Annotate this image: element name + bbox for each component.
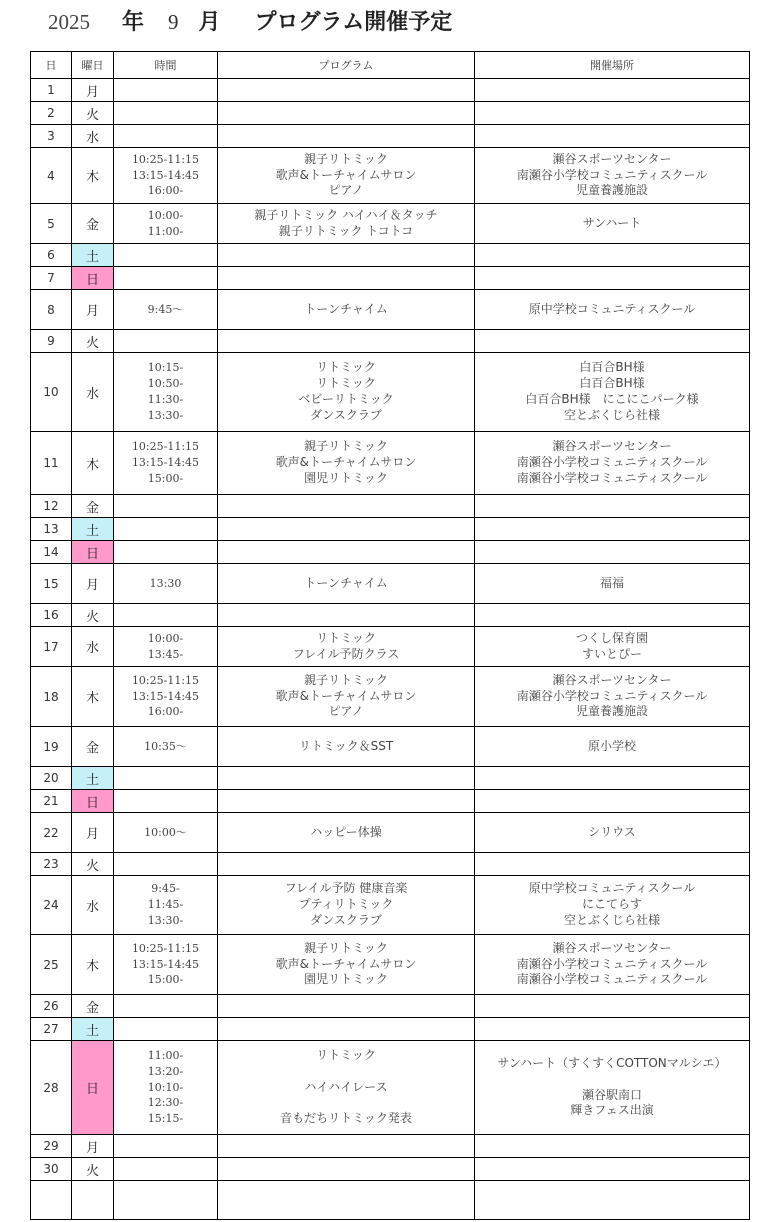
venue-line: 白百合BH様: [579, 360, 645, 375]
weekday-cell: 水: [72, 125, 114, 148]
time-cell: [114, 767, 218, 790]
time-cell: [114, 353, 218, 432]
title-month: 9: [168, 10, 179, 34]
table-row: [31, 102, 750, 125]
weekday-cell: 水: [72, 627, 114, 667]
time-cell: [114, 330, 218, 353]
header-program: プログラム: [218, 52, 475, 79]
program-line: 親子リトミック トコトコ: [278, 223, 414, 238]
program-cell: [218, 102, 475, 125]
venue-cell: [475, 727, 750, 767]
program-line: 親子リトミック: [304, 672, 388, 687]
program-line: ベビーリトミック: [298, 392, 394, 406]
program-line: 歌声&トーチャイムサロン: [275, 455, 417, 470]
time-line: 10:50-: [147, 377, 184, 391]
venue-line: 南瀬谷小学校コミュニティスクール: [516, 470, 708, 485]
day-cell: 16: [31, 604, 72, 627]
venue-cell: [475, 564, 750, 604]
time-cell: [114, 518, 218, 541]
weekday-cell: 火: [72, 330, 114, 353]
table-row: [31, 767, 750, 790]
venue-cell: [475, 935, 750, 995]
weekday-cell: 水: [72, 353, 114, 432]
day-cell: 24: [31, 876, 72, 935]
time-cell: [114, 1135, 218, 1158]
program-cell: [218, 604, 475, 627]
weekday-cell: 月: [72, 79, 114, 102]
venue-line: 輝きフェス出演: [570, 1103, 654, 1118]
venue-cell: [475, 267, 750, 290]
table-row: [31, 330, 750, 353]
program-line: ピアノ: [328, 704, 364, 719]
table-row: [31, 1041, 750, 1135]
table-row: [31, 125, 750, 148]
day-cell: 8: [31, 290, 72, 330]
time-line: 10:00～: [144, 825, 187, 839]
table-row: [31, 627, 750, 667]
program-cell: [218, 432, 475, 495]
venue-cell: [475, 102, 750, 125]
venue-cell: [475, 1158, 750, 1181]
time-line: 9:45-: [151, 882, 180, 896]
time-line: 16:00-: [147, 184, 184, 198]
day-cell: 13: [31, 518, 72, 541]
time-line: 15:15-: [147, 1112, 184, 1126]
table-row: [31, 790, 750, 813]
program-cell: [218, 667, 475, 727]
program-line: ダンスクラブ: [310, 912, 382, 927]
table-row: [31, 853, 750, 876]
day-cell: 18: [31, 667, 72, 727]
time-cell: [114, 604, 218, 627]
document-title: [48, 4, 452, 40]
day-cell: [31, 1181, 72, 1220]
program-cell: [218, 876, 475, 935]
weekday-cell: 土: [72, 767, 114, 790]
program-line: ダンスクラブ: [310, 407, 382, 422]
program-cell: [218, 125, 475, 148]
weekday-cell: 土: [72, 244, 114, 267]
day-cell: 27: [31, 1018, 72, 1041]
schedule-table: [30, 51, 750, 1220]
table-row: [31, 267, 750, 290]
program-line: リトミック＆SST: [298, 738, 394, 753]
program-cell: [218, 853, 475, 876]
program-line: ピアノ: [328, 183, 364, 198]
time-cell: [114, 790, 218, 813]
program-line: トーンチャイム: [304, 301, 388, 316]
day-cell: 10: [31, 353, 72, 432]
venue-cell: [475, 518, 750, 541]
time-line: 10:00-: [147, 208, 184, 222]
venue-line: 白百合BH様 にこにこパーク様: [525, 392, 699, 406]
time-cell: [114, 541, 218, 564]
weekday-cell: 月: [72, 813, 114, 853]
time-line: 13:20-: [147, 1064, 184, 1078]
venue-line: 空とぶくじら社様: [563, 912, 660, 927]
program-line: [218, 1064, 474, 1080]
program-cell: [218, 790, 475, 813]
weekday-cell: 土: [72, 518, 114, 541]
venue-line: シリウス: [588, 824, 636, 839]
header-day: 日: [31, 52, 72, 79]
time-cell: [114, 935, 218, 995]
time-cell: [114, 1181, 218, 1220]
time-cell: [114, 148, 218, 204]
weekday-cell: 木: [72, 148, 114, 204]
program-cell: [218, 727, 475, 767]
program-line: [218, 1095, 474, 1111]
time-cell: [114, 1158, 218, 1181]
weekday-cell: 土: [72, 1018, 114, 1041]
time-line: 13:30-: [147, 408, 184, 422]
time-line: 15:00-: [147, 471, 184, 485]
program-cell: [218, 244, 475, 267]
venue-line: 瀬谷駅南口: [581, 1087, 642, 1102]
program-cell: [218, 1018, 475, 1041]
time-cell: [114, 244, 218, 267]
day-cell: 14: [31, 541, 72, 564]
venue-line: 南瀬谷小学校コミュニティスクール: [516, 688, 708, 703]
table-row: [31, 518, 750, 541]
program-cell: [218, 627, 475, 667]
venue-cell: [475, 148, 750, 204]
title-year-kanji: 年: [122, 10, 145, 35]
time-cell: [114, 853, 218, 876]
weekday-cell: 月: [72, 290, 114, 330]
time-cell: [114, 627, 218, 667]
time-line: 10:00-: [147, 631, 184, 645]
day-cell: 29: [31, 1135, 72, 1158]
day-cell: 17: [31, 627, 72, 667]
program-line: 音もだちリトミック発表: [280, 1111, 412, 1126]
time-line: 10:25-11:15: [131, 152, 200, 166]
table-row: [31, 204, 750, 244]
venue-cell: [475, 604, 750, 627]
weekday-cell: 金: [72, 495, 114, 518]
header-time: 時間: [114, 52, 218, 79]
program-line: トーンチャイム: [304, 575, 388, 590]
table-row: [31, 813, 750, 853]
time-line: 13:15-14:45: [131, 957, 200, 971]
venue-line: [475, 1072, 749, 1088]
weekday-cell: 水: [72, 876, 114, 935]
table-row: [31, 667, 750, 727]
venue-line: つくし保育園: [575, 630, 648, 645]
weekday-cell: 木: [72, 935, 114, 995]
program-cell: [218, 79, 475, 102]
time-cell: [114, 102, 218, 125]
program-cell: [218, 267, 475, 290]
day-cell: 12: [31, 495, 72, 518]
program-cell: [218, 1158, 475, 1181]
time-line: 10:35～: [144, 739, 187, 753]
venue-line: 原中学校コミュニティスクール: [528, 881, 696, 896]
table-row: [31, 541, 750, 564]
weekday-cell: 日: [72, 267, 114, 290]
weekday-cell: 木: [72, 432, 114, 495]
program-cell: [218, 995, 475, 1018]
venue-line: 瀬谷スポーツセンター: [552, 151, 672, 166]
table-row: [31, 353, 750, 432]
time-cell: [114, 564, 218, 604]
program-line: 園児リトミック: [304, 972, 388, 987]
venue-line: 瀬谷スポーツセンター: [552, 439, 672, 454]
venue-cell: [475, 495, 750, 518]
venue-line: 原小学校: [587, 738, 636, 753]
title-heading: プログラム開催予定: [254, 10, 453, 35]
table-row: [31, 432, 750, 495]
table-row: [31, 995, 750, 1018]
program-cell: [218, 767, 475, 790]
time-cell: [114, 667, 218, 727]
venue-line: 南瀬谷小学校コミュニティスクール: [516, 956, 708, 971]
day-cell: 20: [31, 767, 72, 790]
table-row: [31, 1181, 750, 1220]
weekday-cell: 日: [72, 1041, 114, 1135]
program-line: 歌声&トーチャイムサロン: [275, 167, 417, 182]
table-row: [31, 564, 750, 604]
table-row: [31, 79, 750, 102]
program-cell: [218, 495, 475, 518]
time-cell: [114, 432, 218, 495]
time-line: 10:25-11:15: [131, 941, 200, 955]
venue-line: 児童養護施設: [575, 183, 648, 198]
program-cell: [218, 1041, 475, 1135]
venue-cell: [475, 767, 750, 790]
venue-line: 瀬谷スポーツセンター: [552, 940, 672, 955]
header-venue: 開催場所: [475, 52, 750, 79]
venue-line: すいとぴー: [581, 646, 642, 661]
venue-line: 児童養護施設: [575, 704, 648, 719]
time-cell: [114, 125, 218, 148]
program-line: リトミック: [316, 1048, 376, 1062]
day-cell: 28: [31, 1041, 72, 1135]
day-cell: 25: [31, 935, 72, 995]
day-cell: 6: [31, 244, 72, 267]
day-cell: 9: [31, 330, 72, 353]
venue-cell: [475, 79, 750, 102]
time-line: 10:10-: [147, 1080, 184, 1094]
venue-cell: [475, 813, 750, 853]
venue-line: 白百合BH様: [579, 376, 645, 391]
time-line: 11:00-: [147, 224, 184, 238]
weekday-cell: 金: [72, 204, 114, 244]
program-line: 親子リトミック ハイハイ＆タッチ: [254, 207, 438, 222]
time-line: 15:00-: [147, 973, 184, 987]
weekday-cell: 金: [72, 995, 114, 1018]
program-line: リトミック: [316, 360, 376, 375]
program-cell: [218, 353, 475, 432]
time-cell: [114, 204, 218, 244]
weekday-cell: 火: [72, 604, 114, 627]
venue-line: 南瀬谷小学校コミュニティスクール: [516, 972, 708, 987]
day-cell: 3: [31, 125, 72, 148]
venue-cell: [475, 876, 750, 935]
program-cell: [218, 330, 475, 353]
day-cell: 19: [31, 727, 72, 767]
venue-cell: [475, 790, 750, 813]
venue-cell: [475, 627, 750, 667]
time-cell: [114, 813, 218, 853]
weekday-cell: 金: [72, 727, 114, 767]
venue-line: 空とぶくじら社様: [563, 407, 660, 422]
time-line: 13:30: [149, 576, 182, 590]
program-line: プティリトミック: [298, 897, 394, 912]
header-weekday: 曜日: [72, 52, 114, 79]
day-cell: 11: [31, 432, 72, 495]
venue-line: サンハート（すくすくCOTTONマルシエ）: [497, 1055, 727, 1070]
day-cell: 30: [31, 1158, 72, 1181]
time-line: 11:00-: [147, 1049, 184, 1062]
venue-line: 福福: [599, 575, 624, 590]
program-cell: [218, 935, 475, 995]
time-cell: [114, 727, 218, 767]
day-cell: 2: [31, 102, 72, 125]
time-cell: [114, 290, 218, 330]
venue-cell: [475, 1018, 750, 1041]
venue-cell: [475, 330, 750, 353]
day-cell: 7: [31, 267, 72, 290]
program-line: リトミック: [316, 376, 376, 391]
program-line: 園児リトミック: [304, 470, 388, 485]
weekday-cell: 火: [72, 1158, 114, 1181]
program-cell: [218, 518, 475, 541]
table-row: [31, 244, 750, 267]
weekday-cell: [72, 1181, 114, 1220]
day-cell: 5: [31, 204, 72, 244]
program-cell: [218, 564, 475, 604]
weekday-cell: 火: [72, 102, 114, 125]
venue-line: 瀬谷スポーツセンター: [552, 672, 672, 687]
program-cell: [218, 813, 475, 853]
program-line: リトミック: [316, 630, 376, 645]
program-cell: [218, 290, 475, 330]
time-line: 10:25-11:15: [131, 673, 200, 687]
time-line: 10:15-: [147, 361, 184, 375]
time-line: 16:00-: [147, 705, 184, 719]
time-cell: [114, 995, 218, 1018]
title-month-kanji: 月: [198, 10, 221, 35]
venue-cell: [475, 353, 750, 432]
time-line: 11:45-: [147, 898, 184, 912]
table-row: [31, 290, 750, 330]
weekday-cell: 日: [72, 790, 114, 813]
table-row: [31, 935, 750, 995]
venue-line: サンハート: [582, 215, 642, 230]
program-line: 歌声&トーチャイムサロン: [275, 688, 417, 703]
program-line: 親子リトミック: [304, 151, 388, 166]
table-row: [31, 1018, 750, 1041]
venue-cell: [475, 204, 750, 244]
day-cell: 21: [31, 790, 72, 813]
venue-cell: [475, 1181, 750, 1220]
time-cell: [114, 876, 218, 935]
table-row: [31, 495, 750, 518]
day-cell: 22: [31, 813, 72, 853]
weekday-cell: 日: [72, 541, 114, 564]
program-line: フレイル予防 健康音楽: [284, 881, 408, 896]
time-line: 9:45～: [147, 302, 184, 316]
time-line: 11:30-: [147, 393, 184, 406]
venue-cell: [475, 541, 750, 564]
time-line: 12:30-: [147, 1096, 184, 1110]
title-year: 2025: [48, 10, 90, 34]
program-cell: [218, 204, 475, 244]
time-line: 13:15-14:45: [131, 689, 200, 703]
program-line: 親子リトミック: [304, 439, 388, 454]
time-line: 10:25-11:15: [131, 440, 200, 454]
program-cell: [218, 541, 475, 564]
time-line: 13:30-: [147, 913, 184, 927]
day-cell: 26: [31, 995, 72, 1018]
program-cell: [218, 1181, 475, 1220]
day-cell: 4: [31, 148, 72, 204]
schedule-body: [31, 79, 750, 1220]
venue-cell: [475, 244, 750, 267]
time-cell: [114, 495, 218, 518]
time-line: 13:15-14:45: [131, 168, 200, 182]
time-cell: [114, 1018, 218, 1041]
program-line: 歌声&トーチャイムサロン: [275, 956, 417, 971]
program-line: ハッピー体操: [310, 824, 382, 839]
table-row: [31, 1135, 750, 1158]
time-line: 13:45-: [147, 647, 184, 661]
time-line: 13:15-14:45: [131, 456, 200, 470]
table-row: [31, 1158, 750, 1181]
program-line: フレイル予防クラス: [292, 646, 400, 661]
weekday-cell: 木: [72, 667, 114, 727]
venue-cell: [475, 290, 750, 330]
table-row: [31, 148, 750, 204]
venue-cell: [475, 432, 750, 495]
venue-line: 原中学校コミュニティスクール: [528, 301, 696, 316]
weekday-cell: 月: [72, 1135, 114, 1158]
venue-cell: [475, 667, 750, 727]
weekday-cell: 月: [72, 564, 114, 604]
venue-line: 南瀬谷小学校コミュニティスクール: [516, 167, 708, 182]
program-line: ハイハイレース: [304, 1079, 388, 1094]
day-cell: 23: [31, 853, 72, 876]
time-cell: [114, 1041, 218, 1135]
venue-cell: [475, 995, 750, 1018]
table-row: [31, 876, 750, 935]
table-row: [31, 604, 750, 627]
program-cell: [218, 148, 475, 204]
table-row: [31, 727, 750, 767]
weekday-cell: 火: [72, 853, 114, 876]
day-cell: 15: [31, 564, 72, 604]
venue-cell: [475, 853, 750, 876]
table-header-row: [31, 52, 750, 79]
program-line: 親子リトミック: [304, 940, 388, 955]
program-cell: [218, 1135, 475, 1158]
venue-line: にこてらす: [581, 897, 642, 912]
day-cell: 1: [31, 79, 72, 102]
venue-line: 南瀬谷小学校コミュニティスクール: [516, 455, 708, 470]
venue-cell: [475, 125, 750, 148]
time-cell: [114, 79, 218, 102]
venue-cell: [475, 1041, 750, 1135]
time-cell: [114, 267, 218, 290]
venue-cell: [475, 1135, 750, 1158]
